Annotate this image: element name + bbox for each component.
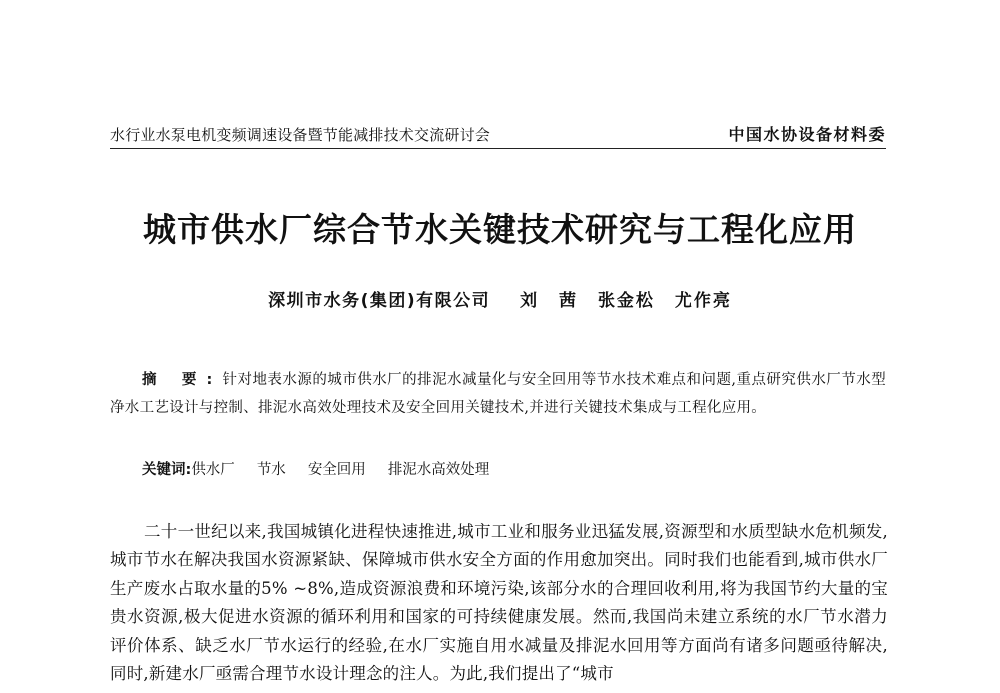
- author-list: [520, 291, 732, 311]
- author-name: 张金松: [597, 291, 655, 311]
- body-paragraph: 二十一世纪以来,我国城镇化进程快速推进,城市工业和服务业迅猛发展,资源型和水质型缺水危机频发,城市节水在解决我国水资源紧缺、保障城市供水安全方面的作用愈加突出。同时我们也能看到,城市供水厂生产废水占取水量的5% ~8%,造成资源浪费和环境污染,该部分水的合理回收利用,将为我国节约大量的宝贵水资源,极大促进水资源的循环利用和国家的可持续健康发展。然而,我国尚未建立系统的水厂节水潜力评价体系、缺乏水厂节水运行的经验,在水厂实施自用水减量及排泥水回用等方面尚有诸多问题亟待解决,同时,新建水厂亟需合理节水设计理念的注人。为此,我们提出了“城市: [110, 522, 888, 684]
- abstract-label: 摘 要:: [142, 372, 223, 388]
- abstract: [110, 366, 886, 422]
- running-header: [110, 122, 886, 149]
- keyword: 供水厂: [191, 462, 235, 478]
- keyword: 排泥水高效处理: [387, 462, 490, 478]
- running-header-organization: 中国水协设备材料委: [728, 125, 886, 144]
- byline: [0, 286, 1000, 311]
- running-header-conference: 水行业水泵电机变频调速设备暨节能减排技术交流研讨会: [110, 126, 491, 144]
- paper-title: 城市供水厂综合节水关键技术研究与工程化应用: [143, 210, 857, 249]
- affiliation: 深圳市水务(集团)有限公司: [268, 291, 491, 311]
- keyword: 节水: [256, 462, 286, 478]
- keywords: [142, 458, 511, 479]
- author-name: 尤作亮: [674, 291, 732, 311]
- keyword: 安全回用: [307, 462, 366, 478]
- abstract-text: 针对地表水源的城市供水厂的排泥水减量化与安全回用等节水技术难点和问题,重点研究供水厂节水型净水工艺设计与控制、排泥水高效处理技术及安全回用关键技术,并进行关键技术集成与工程化应用。: [110, 372, 886, 416]
- author-name: 刘 茜: [520, 291, 579, 311]
- keywords-label: 关键词:: [142, 462, 192, 478]
